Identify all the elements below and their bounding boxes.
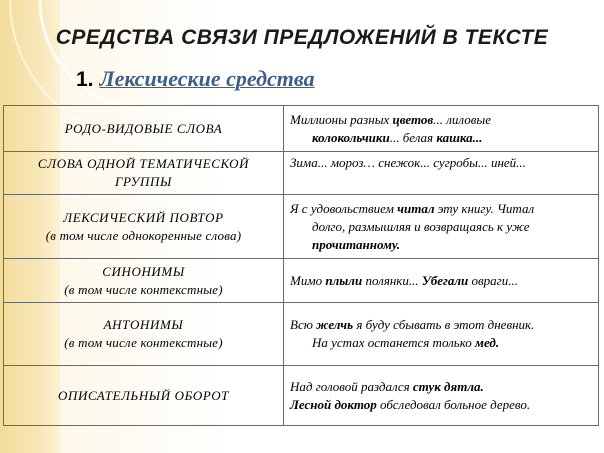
example-text: Мимо — [290, 272, 326, 288]
example-text: я буду сбывать в этот дневник. — [353, 317, 535, 332]
category-cell — [4, 152, 284, 195]
category-label: ОПИСАТЕЛЬНЫЙ ОБОРОТ — [57, 387, 230, 403]
example-keyword: прочитанному. — [312, 236, 401, 252]
example-text: эту книгу. Читал — [434, 200, 535, 216]
section-number: 1. — [76, 68, 94, 91]
table-row — [4, 303, 599, 366]
category-label: РОДО-ВИДОВЫЕ СЛОВА — [64, 120, 223, 136]
category-cell — [4, 259, 284, 303]
page-title: СРЕДСТВА СВЯЗИ ПРЕДЛОЖЕНИЙ В ТЕКСТЕ — [55, 26, 549, 49]
example-cell — [284, 106, 599, 152]
example-text: обследовал больное дерево. — [376, 396, 531, 412]
connection-means-table — [3, 105, 599, 426]
example-line — [290, 200, 592, 218]
table-row — [4, 195, 599, 259]
example-keyword: цветов — [392, 111, 434, 127]
example-text: Миллионы разных — [290, 111, 393, 127]
category-note: (в том числе однокоренные слова) — [45, 227, 242, 243]
example-line — [290, 129, 592, 147]
example-text: ... белая — [389, 129, 437, 145]
example-cell — [284, 259, 599, 303]
example-line — [290, 396, 592, 414]
example-line — [290, 236, 592, 254]
example-keyword: стук дятла. — [412, 378, 484, 394]
example-text: ... лиловые — [433, 111, 491, 127]
example-text: Над головой раздался — [290, 378, 413, 394]
example-text: На устах останется только — [312, 335, 476, 350]
example-keyword: Лесной доктор — [290, 396, 377, 412]
example-keyword: Убегали — [421, 272, 469, 288]
example-keyword: читал — [397, 200, 435, 216]
category-cell — [4, 195, 284, 259]
category-label: ЛЕКСИЧЕСКИЙ ПОВТОР — [63, 209, 224, 225]
example-text: полянки... — [362, 272, 422, 288]
category-label: АНТОНИМЫ — [103, 317, 184, 332]
table-row — [4, 259, 599, 303]
example-keyword: плыли — [325, 272, 363, 288]
example-line — [290, 334, 592, 352]
example-text: овраги... — [468, 272, 518, 288]
example-line: Зима... мороз… снежок... сугробы... иней... — [290, 155, 526, 170]
section-name: Лексические средства — [99, 66, 315, 91]
example-cell — [284, 195, 599, 259]
section-heading — [76, 66, 315, 92]
example-cell — [284, 303, 599, 366]
category-cell — [4, 366, 284, 426]
table-row — [4, 152, 599, 195]
example-line — [290, 316, 592, 334]
category-label: СЛОВА ОДНОЙ ТЕМАТИЧЕСКОЙ ГРУППЫ — [37, 156, 250, 189]
category-label: СИНОНИМЫ — [102, 263, 185, 279]
example-keyword: желчь — [316, 317, 354, 332]
example-keyword: мед. — [475, 335, 500, 350]
example-text: Я с удовольствием — [290, 200, 398, 216]
example-line — [290, 378, 592, 396]
example-cell — [284, 366, 599, 426]
example-cell — [284, 152, 599, 195]
category-note: (в том числе контекстные) — [64, 335, 223, 350]
example-text: Всю — [290, 317, 317, 332]
table-row — [4, 106, 599, 152]
table-row — [4, 366, 599, 426]
example-keyword: колокольчики — [312, 129, 390, 145]
example-line: долго, размышляя и возвращаясь к уже — [312, 218, 530, 234]
example-line — [290, 111, 592, 129]
example-line — [290, 272, 592, 290]
example-keyword: кашка... — [436, 129, 483, 145]
category-note: (в том числе контекстные) — [64, 281, 223, 297]
category-cell — [4, 106, 284, 152]
category-cell — [4, 303, 284, 366]
